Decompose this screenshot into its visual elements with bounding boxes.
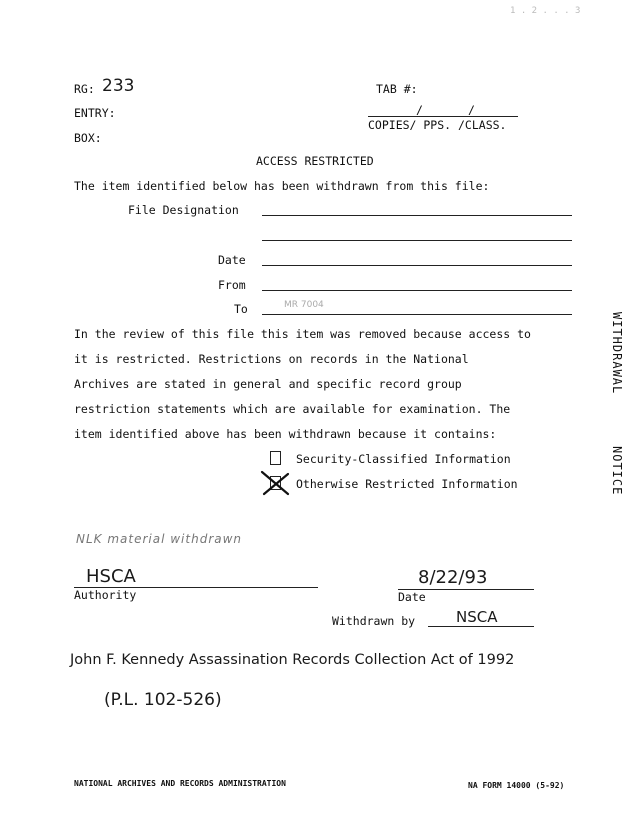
file-designation-line-2	[262, 240, 572, 241]
authority-label: Authority	[74, 588, 137, 602]
withdrawn-by-line	[428, 626, 534, 627]
from-field-line	[262, 290, 572, 291]
act-citation-line-2: (P.L. 102-526)	[104, 690, 222, 710]
footer-form-number: NA FORM 14000 (5-92)	[468, 781, 565, 790]
rg-value: 233	[102, 76, 135, 96]
to-field-label: To	[234, 302, 248, 316]
intro-text: The item identified below has been withdrawn from this file:	[74, 179, 490, 193]
body-line-2: it is restricted. Restrictions on records in the National	[74, 352, 469, 366]
side-text-withdrawal: WITHDRAWAL	[610, 312, 624, 395]
date-label: Date	[398, 590, 426, 604]
to-field-value: MR 7004	[284, 300, 324, 310]
file-designation-line-1	[262, 215, 572, 216]
file-designation-label: File Designation	[128, 203, 239, 217]
withdrawn-by-value: NSCA	[456, 608, 498, 626]
tab-label: TAB #:	[376, 82, 418, 96]
security-classified-checkbox[interactable]	[270, 451, 281, 465]
slash-2: /	[468, 103, 475, 117]
footer-agency: NATIONAL ARCHIVES AND RECORDS ADMINISTRATION	[74, 779, 286, 788]
otherwise-restricted-label: Otherwise Restricted Information	[296, 477, 518, 491]
form-title: ACCESS RESTRICTED	[256, 154, 374, 168]
copies-line	[368, 116, 518, 117]
date-field-label: Date	[218, 253, 246, 267]
date-field-line	[262, 265, 572, 266]
body-line-4: restriction statements which are available for examination. The	[74, 402, 511, 416]
entry-label: ENTRY:	[74, 106, 116, 120]
security-classified-label: Security-Classified Information	[296, 452, 511, 466]
date-value: 8/22/93	[418, 567, 488, 588]
copies-label: COPIES/ PPS. /CLASS.	[368, 118, 507, 132]
body-line-5: item identified above has been withdrawn because it contains:	[74, 427, 497, 441]
box-label: BOX:	[74, 131, 102, 145]
slash-1: /	[416, 103, 423, 117]
authority-value: HSCA	[86, 566, 136, 587]
handwritten-check-mark-icon	[258, 468, 294, 498]
rg-label: RG:	[74, 82, 95, 96]
withdrawn-by-label: Withdrawn by	[332, 614, 416, 628]
top-corner-text: 1 . 2 . . . 3	[510, 6, 581, 16]
body-line-1: In the review of this file this item was removed because access to	[74, 327, 531, 341]
body-line-3: Archives are stated in general and specific record group	[74, 377, 462, 391]
side-text-notice: NOTICE	[610, 446, 624, 496]
to-field-line	[262, 314, 572, 315]
act-citation-line-1: John F. Kennedy Assassination Records Collection Act of 1992	[70, 652, 515, 668]
handwritten-note: NLK material withdrawn	[76, 532, 243, 546]
from-field-label: From	[218, 278, 246, 292]
